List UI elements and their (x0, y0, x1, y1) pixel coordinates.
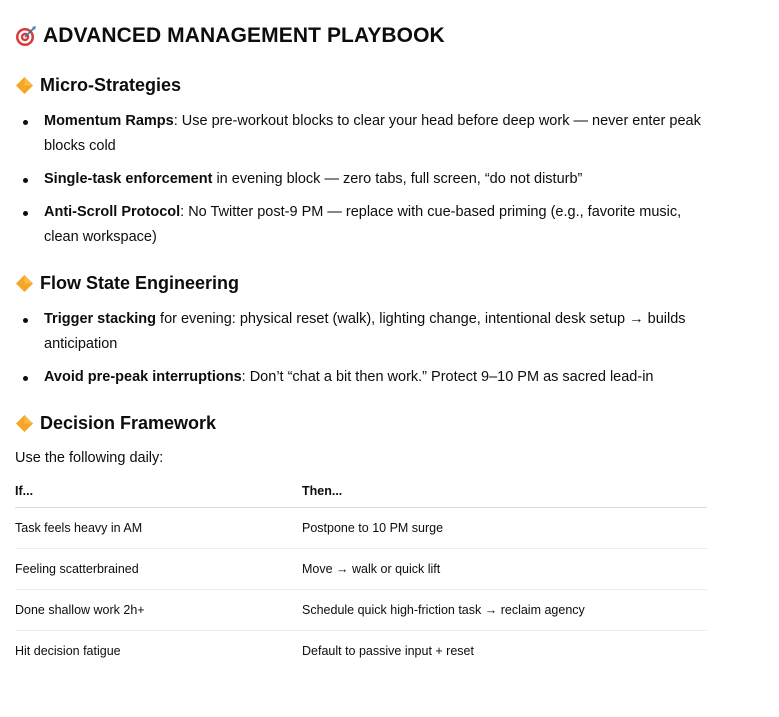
bullet-dot (23, 120, 28, 125)
list-item: Trigger stacking for evening: physical reset (walk), lighting change, intentional desk setup → builds anticipation (15, 307, 707, 357)
bullet-list (15, 307, 707, 390)
list-item: Avoid pre-peak interruptions: Don’t “chat a bit then work.” Protect 9–10 PM as sacred lead-in (15, 365, 707, 390)
table-row (15, 631, 707, 672)
table-cell: Postpone to 10 PM surge (302, 508, 707, 549)
orange-diamond-icon (15, 76, 34, 95)
table-row (15, 590, 707, 631)
list-item: Single-task enforcement in evening block — zero tabs, full screen, “do not disturb” (15, 167, 707, 192)
table-row (15, 508, 707, 549)
bullet-dot (23, 318, 28, 323)
dart-target-icon (15, 25, 37, 47)
table-cell: Done shallow work 2h+ (15, 590, 302, 631)
section-intro: Use the following daily: (15, 450, 164, 466)
page-title-text: ADVANCED MANAGEMENT PLAYBOOK (43, 24, 445, 47)
bullet-dot (23, 376, 28, 381)
table-row (15, 549, 707, 590)
section-flow-state-engineering (15, 273, 707, 390)
table-cell: Hit decision fatigue (15, 644, 121, 658)
bullet-dot (23, 178, 28, 183)
table-header-row (15, 475, 707, 508)
orange-diamond-icon (15, 414, 34, 433)
table-header-if: If... (15, 475, 302, 508)
bullet-dot (23, 211, 28, 216)
orange-diamond-icon (15, 274, 34, 293)
section-heading: Decision Framework (15, 413, 707, 434)
page-title (15, 24, 445, 48)
section-decision-framework (15, 413, 707, 671)
table-cell: Task feels heavy in AM (15, 508, 302, 549)
list-item: Anti-Scroll Protocol: No Twitter post-9 PM — replace with cue-based priming (e.g., favorite music, clean workspace) (15, 200, 707, 250)
table-cell: Schedule quick high-friction task → reclaim agency (302, 590, 707, 631)
table-cell: Default to passive input + reset (302, 644, 474, 658)
decision-table (15, 475, 707, 671)
bullet-list (15, 109, 707, 250)
table-header-then: Then... (302, 475, 707, 508)
table-cell: Feeling scatterbrained (15, 549, 302, 590)
section-micro-strategies (15, 75, 707, 250)
section-heading: Micro-Strategies (15, 75, 707, 96)
list-item: Momentum Ramps: Use pre-workout blocks to clear your head before deep work — never enter peak blocks cold (15, 109, 707, 159)
section-heading: Flow State Engineering (15, 273, 707, 294)
table-cell: Move → walk or quick lift (302, 549, 707, 590)
